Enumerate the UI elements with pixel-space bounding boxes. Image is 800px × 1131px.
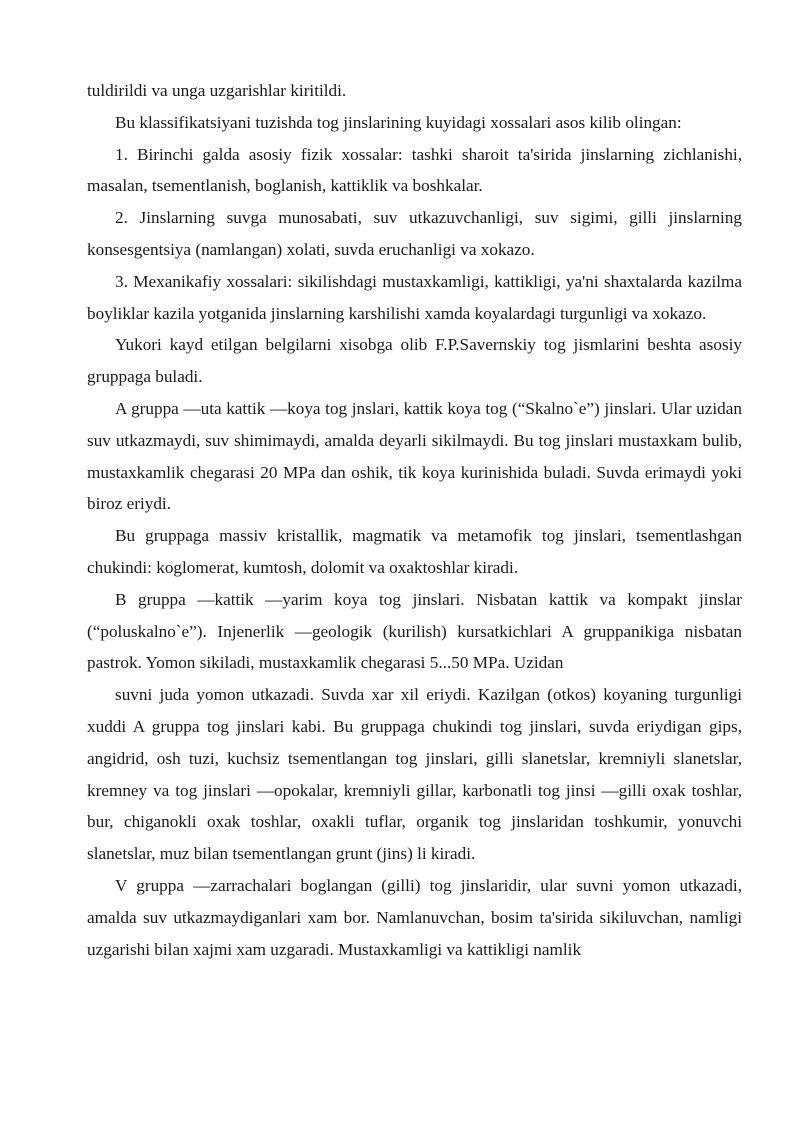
paragraph-continuation: tuldirildi va unga uzgarishlar kiritildi.	[87, 81, 347, 100]
paragraph-group-v: V gruppa —zarrachalari boglangan (gilli) tog jinslaridir, ular suvni yomon utkazadi, amalda suv utkazmaydiganlari xam bor. Namlanuvchan, bosim ta'sirida sikiluvchan, namligi uzgarishi bilan xajmi xam uzgaradi. Mustaxkamligi va kattikligi namlik	[87, 875, 742, 959]
paragraph-five-groups: Yukori kayd etilgan belgilarni xisobga olib F.P.Savernskiy tog jismlarini beshta asosiy gruppaga buladi.	[87, 335, 742, 387]
paragraph-group-b-continued: suvni juda yomon utkazadi. Suvda xar xil eriydi. Kazilgan (otkos) koyaning turgunligi xuddi A gruppa tog jinslari kabi. Bu gruppaga chukindi tog jinslari, suvda eriydigan gips, angidrid, osh tuzi, kuchsiz tsementlangan tog jinslari, gilli slanetslar, kremniyli slanetslar, kremney va tog jinslari —opokalar, kremniyli gillar, karbonatli tog jinsi —gilli oxak toshlar, bur, chiganokli oxak toshlar, oxakli tuflar, organik tog jinslaridan toshkumir, yonuvchi slanetslar, muz bilan tsementlangan grunt (jins) li kiradi.	[87, 685, 742, 864]
paragraph-classification-basis: Bu klassifikatsiyani tuzishda tog jinslarining kuyidagi xossalari asos kilib olingan:	[115, 112, 682, 132]
document-page	[87, 75, 742, 965]
paragraph-group-a: A gruppa —uta kattik —koya tog jnslari, kattik koya tog (“Skalno`e”) jinslari. Ular uzidan suv utkazmaydi, suv shimimaydi, amalda deyarli sikilmaydi. Bu tog jinslari mustaxkam bulib, mustaxkamlik chegarasi 20 MPa dan oshik, tik koya kurinishida buladi. Suvda erimaydi yoki biroz eriydi.	[87, 398, 742, 514]
paragraph-point-2: 2. Jinslarning suvga munosabati, suv utkazuvchanligi, suv sigimi, gilli jinslarning konsesgentsiya (namlangan) xolati, suvda eruchanligi va xokazo.	[87, 208, 742, 259]
paragraph-group-b: B gruppa —kattik —yarim koya tog jinslari. Nisbatan kattik va kompakt jinslar (“poluskalno`e”). Injenerlik —geologik (kurilish) kursatkichlari A gruppanikiga nisbatan pastrok. Yomon sikiladi, mustaxkamlik chegarasi 5...50 MPa. Uzidan	[87, 589, 742, 673]
paragraph-point-1: 1. Birinchi galda asosiy fizik xossalar: tashki sharoit ta'sirida jinslarning zichlanishi, masalan, tsementlanish, boglanish, kattiklik va boshkalar.	[87, 144, 742, 196]
paragraph-point-3: 3. Mexanikafiy xossalari: sikilishdagi mustaxkamligi, kattikligi, ya'ni shaxtalarda kazilma boyliklar kazila yotganida jinslarning karshilishi xamda koyalardagi turgunligi va xokazo.	[87, 271, 742, 323]
paragraph-group-a-contents: Bu gruppaga massiv kristallik, magmatik va metamofik tog jinslari, tsementlashgan chukindi: koglomerat, kumtosh, dolomit va oxaktoshlar kiradi.	[87, 526, 742, 577]
